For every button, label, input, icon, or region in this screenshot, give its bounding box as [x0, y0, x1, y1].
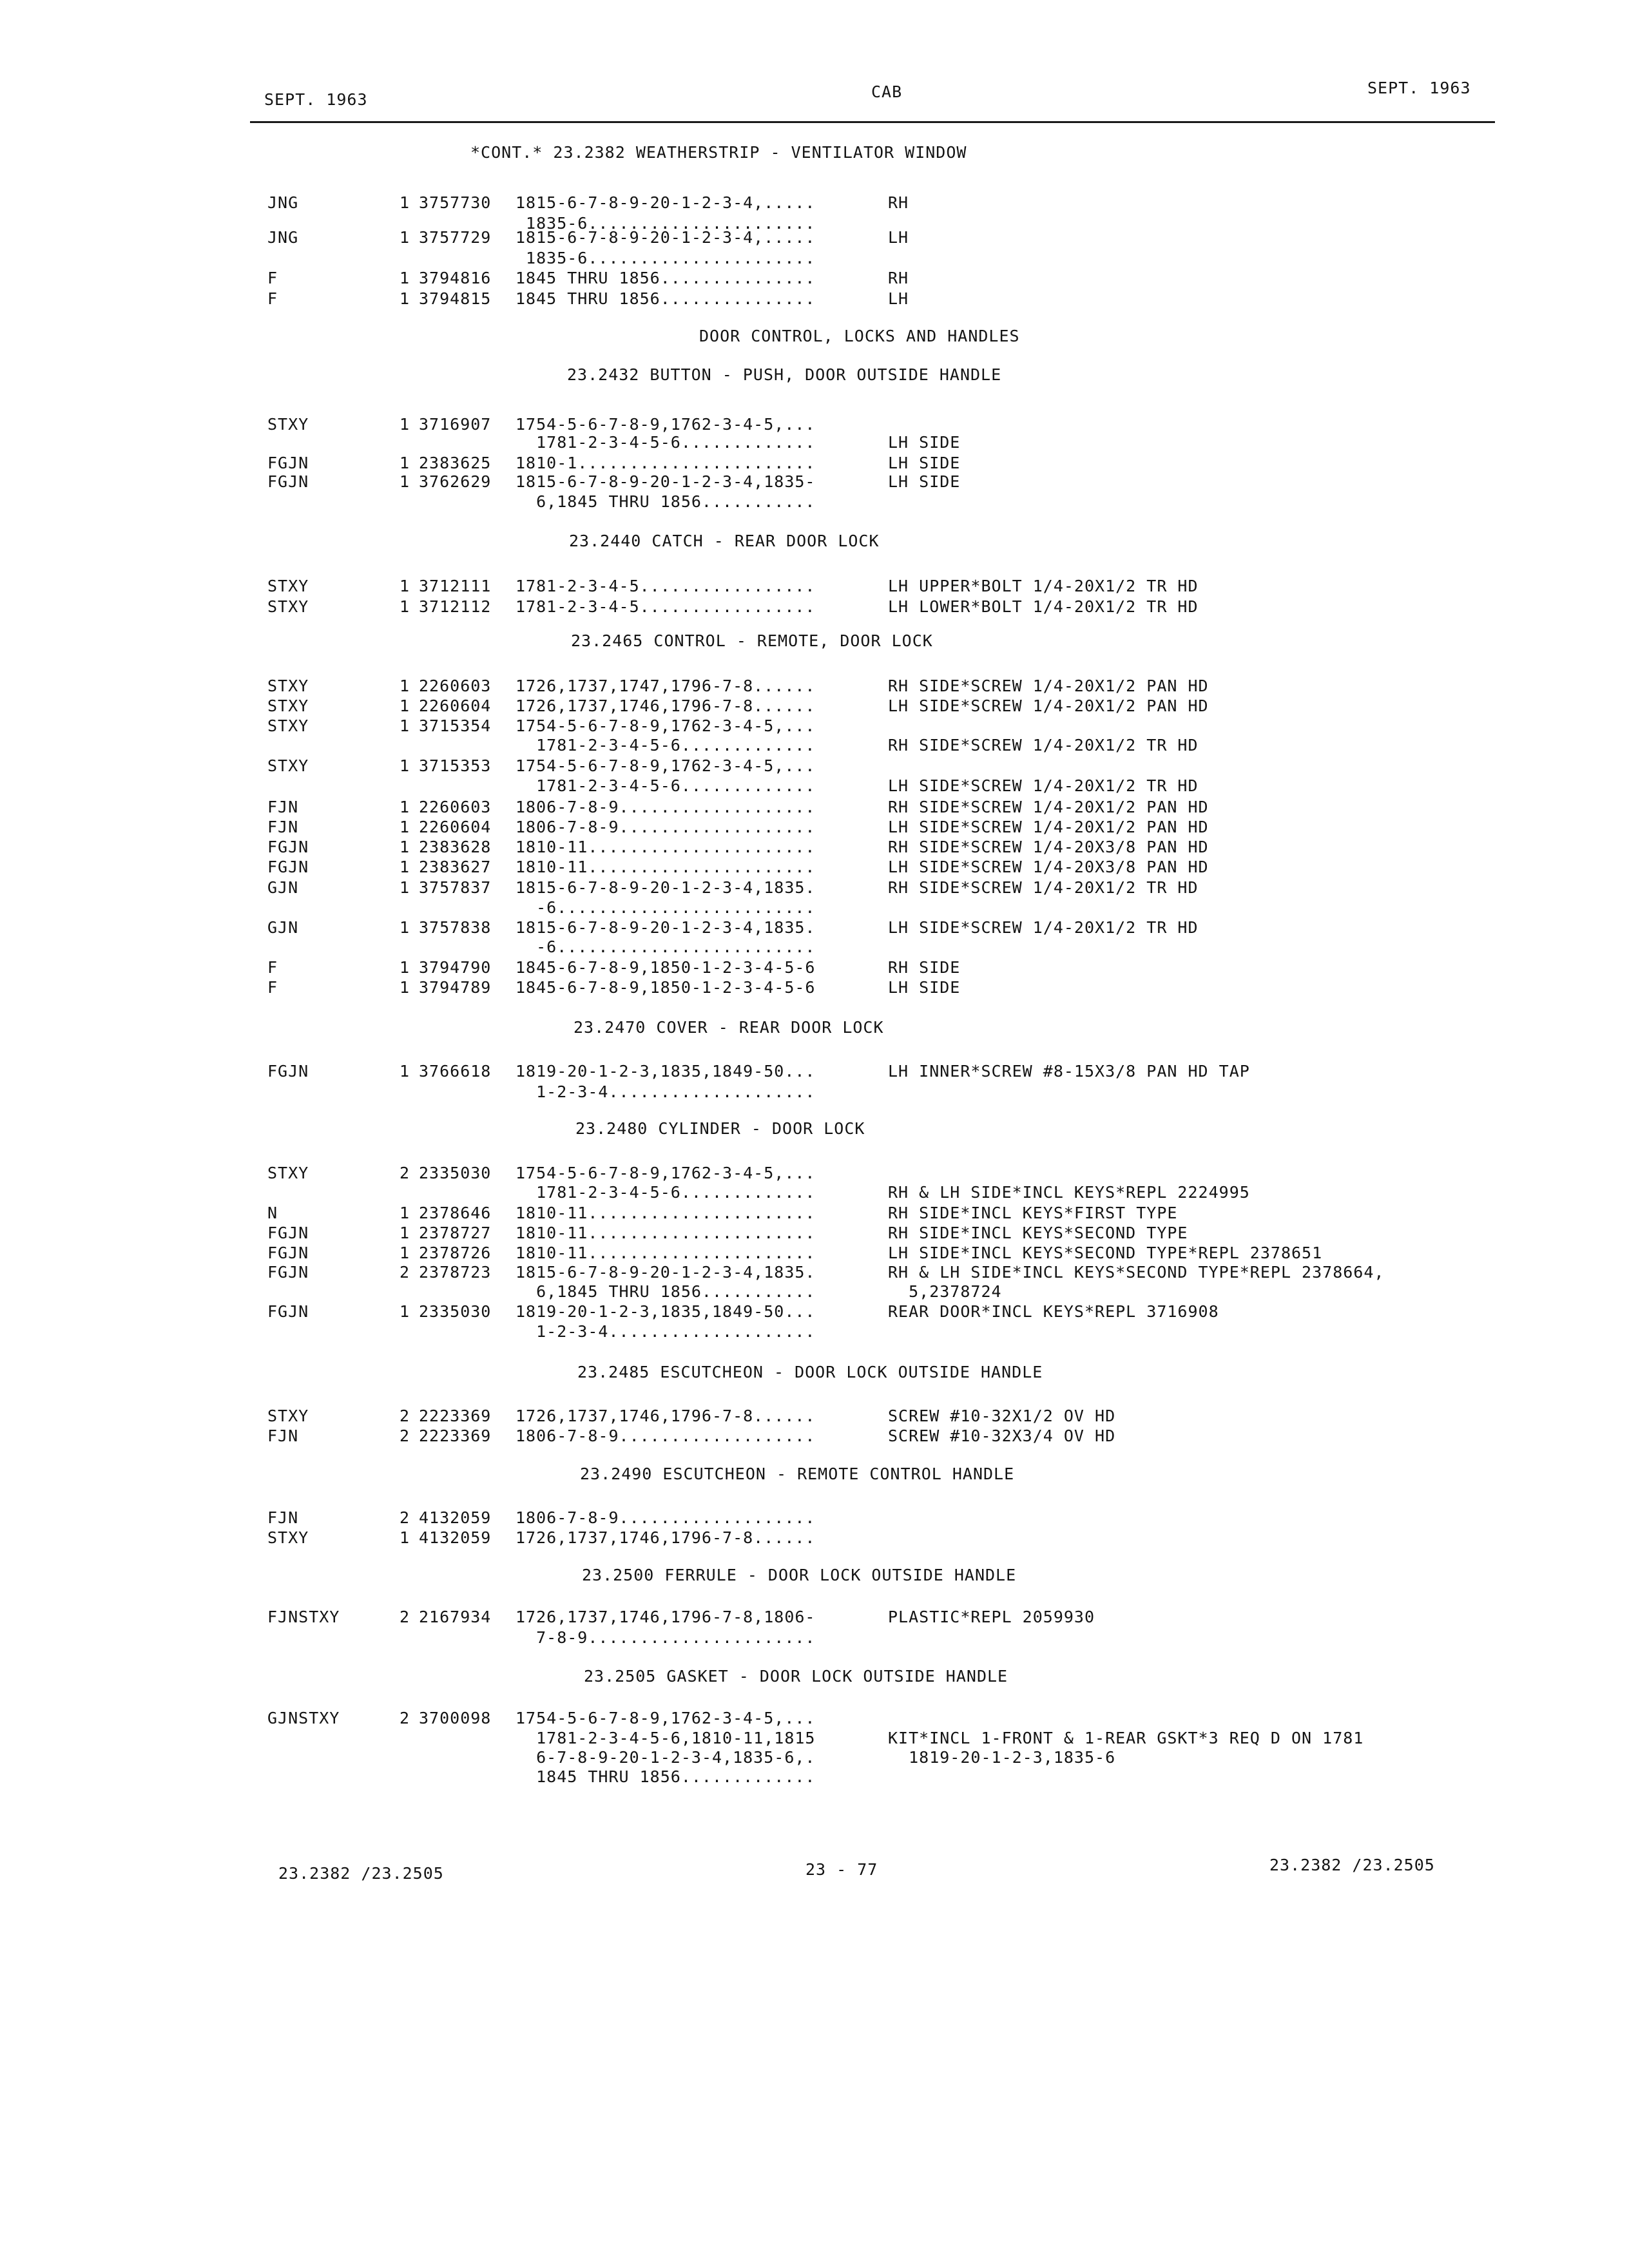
- model-applicability: 1726,1737,1746,1796-7-8......: [516, 697, 816, 715]
- part-description: RH: [888, 193, 909, 212]
- applicability-code: JNG: [267, 193, 299, 212]
- header-section: CAB: [871, 82, 903, 101]
- quantity: 1: [400, 858, 410, 876]
- applicability-code: F: [267, 958, 278, 977]
- part-number: 4132059: [419, 1528, 492, 1547]
- model-applicability: 1815-6-7-8-9-20-1-2-3-4,.....: [516, 193, 816, 212]
- section-title-2490: 23.2490 ESCUTCHEON - REMOTE CONTROL HANDLE: [580, 1465, 1015, 1483]
- applicability-code: STXY: [267, 1407, 309, 1425]
- model-applicability: 1819-20-1-2-3,1835,1849-50...: [516, 1302, 816, 1321]
- part-number: 3762629: [419, 472, 492, 491]
- quantity: 1: [400, 838, 410, 856]
- part-description: SCREW #10-32X3/4 OV HD: [888, 1427, 1116, 1445]
- part-number: 3712112: [419, 597, 492, 616]
- model-applicability: 1845 THRU 1856.............: [516, 1767, 816, 1786]
- part-description: 1819-20-1-2-3,1835-6: [888, 1748, 1116, 1767]
- part-number: 3757729: [419, 228, 492, 247]
- applicability-code: STXY: [267, 577, 309, 595]
- applicability-code: GJN: [267, 918, 299, 937]
- quantity: 2: [400, 1263, 410, 1282]
- part-description: RH SIDE*INCL KEYS*FIRST TYPE: [888, 1204, 1178, 1222]
- part-number: 2383628: [419, 838, 492, 856]
- footer-range-right: 23.2382 /23.2505: [1269, 1856, 1435, 1874]
- section-title-2470: 23.2470 COVER - REAR DOOR LOCK: [574, 1018, 884, 1037]
- model-applicability: 1806-7-8-9...................: [516, 1508, 816, 1527]
- applicability-code: FGJN: [267, 1062, 309, 1081]
- part-description: LH: [888, 289, 909, 308]
- model-applicability: 1815-6-7-8-9-20-1-2-3-4,.....: [516, 228, 816, 247]
- part-number: 2378646: [419, 1204, 492, 1222]
- model-applicability: 1781-2-3-4-5.................: [516, 597, 816, 616]
- section-title-2480: 23.2480 CYLINDER - DOOR LOCK: [575, 1119, 865, 1138]
- model-applicability: 1815-6-7-8-9-20-1-2-3-4,1835-: [516, 472, 816, 491]
- model-applicability: 1845-6-7-8-9,1850-1-2-3-4-5-6: [516, 958, 816, 977]
- part-description: LH INNER*SCREW #8-15X3/8 PAN HD TAP: [888, 1062, 1250, 1081]
- model-applicability: 1-2-3-4....................: [516, 1322, 816, 1341]
- quantity: 1: [400, 818, 410, 836]
- applicability-code: F: [267, 978, 278, 997]
- section-title-cont: *CONT.* 23.2382 WEATHERSTRIP - VENTILATOR WINDOW: [470, 143, 967, 162]
- applicability-code: F: [267, 289, 278, 308]
- model-applicability: 1726,1737,1746,1796-7-8,1806-: [516, 1608, 816, 1626]
- part-description: RH & LH SIDE*INCL KEYS*SECOND TYPE*REPL 2378664,: [888, 1263, 1385, 1282]
- applicability-code: FJNSTXY: [267, 1608, 340, 1626]
- part-number: 2378726: [419, 1244, 492, 1262]
- quantity: 1: [400, 193, 410, 212]
- header-date-right: SEPT. 1963: [1367, 79, 1471, 97]
- model-applicability: 1819-20-1-2-3,1835,1849-50...: [516, 1062, 816, 1081]
- quantity: 1: [400, 1224, 410, 1242]
- footer-page-number: 23 - 77: [805, 1860, 878, 1879]
- quantity: 1: [400, 228, 410, 247]
- model-applicability: 7-8-9......................: [516, 1628, 816, 1647]
- part-description: RH SIDE: [888, 958, 961, 977]
- model-applicability: 1726,1737,1747,1796-7-8......: [516, 677, 816, 695]
- model-applicability: 1754-5-6-7-8-9,1762-3-4-5,...: [516, 415, 816, 434]
- model-applicability: 1810-11......................: [516, 1204, 816, 1222]
- part-number: 2383627: [419, 858, 492, 876]
- part-number: 2260604: [419, 697, 492, 715]
- part-description: LH SIDE*SCREW 1/4-20X1/2 PAN HD: [888, 818, 1209, 836]
- part-description: LH SIDE: [888, 454, 961, 472]
- quantity: 1: [400, 918, 410, 937]
- model-applicability: 1810-11......................: [516, 1244, 816, 1262]
- part-description: LH SIDE*SCREW 1/4-20X1/2 TR HD: [888, 776, 1199, 795]
- part-description: LH SIDE*SCREW 1/4-20X3/8 PAN HD: [888, 858, 1209, 876]
- part-number: 3716907: [419, 415, 492, 434]
- model-applicability: 1845 THRU 1856...............: [516, 269, 816, 287]
- model-applicability: 1845 THRU 1856...............: [516, 289, 816, 308]
- part-description: LH SIDE*SCREW 1/4-20X1/2 TR HD: [888, 918, 1199, 937]
- applicability-code: JNG: [267, 228, 299, 247]
- part-description: LH SIDE*SCREW 1/4-20X1/2 PAN HD: [888, 697, 1209, 715]
- part-description: PLASTIC*REPL 2059930: [888, 1608, 1095, 1626]
- model-applicability: 1835-6......................: [516, 214, 816, 233]
- part-description: LH SIDE*INCL KEYS*SECOND TYPE*REPL 2378651: [888, 1244, 1323, 1262]
- part-number: 3715354: [419, 716, 492, 735]
- quantity: 1: [400, 1528, 410, 1547]
- part-number: 3794790: [419, 958, 492, 977]
- model-applicability: 1815-6-7-8-9-20-1-2-3-4,1835.: [516, 878, 816, 897]
- applicability-code: FGJN: [267, 1263, 309, 1282]
- footer-range-left: 23.2382 /23.2505: [278, 1864, 444, 1883]
- applicability-code: GJNSTXY: [267, 1709, 340, 1727]
- section-title-2465: 23.2465 CONTROL - REMOTE, DOOR LOCK: [571, 631, 933, 650]
- part-number: 2335030: [419, 1164, 492, 1182]
- part-number: 3715353: [419, 756, 492, 775]
- model-applicability: 1810-11......................: [516, 858, 816, 876]
- applicability-code: F: [267, 269, 278, 287]
- part-number: 2223369: [419, 1427, 492, 1445]
- applicability-code: FJN: [267, 1427, 299, 1445]
- applicability-code: FGJN: [267, 1244, 309, 1262]
- part-number: 3712111: [419, 577, 492, 595]
- applicability-code: STXY: [267, 716, 309, 735]
- model-applicability: 1781-2-3-4-5-6.............: [516, 776, 816, 795]
- part-description: RH SIDE*SCREW 1/4-20X3/8 PAN HD: [888, 838, 1209, 856]
- part-number: 4132059: [419, 1508, 492, 1527]
- part-number: 3794815: [419, 289, 492, 308]
- model-applicability: 1806-7-8-9...................: [516, 1427, 816, 1445]
- part-description: RH SIDE*SCREW 1/4-20X1/2 PAN HD: [888, 798, 1209, 816]
- model-applicability: 1781-2-3-4-5-6.............: [516, 736, 816, 754]
- part-description: LH: [888, 228, 909, 247]
- quantity: 2: [400, 1508, 410, 1527]
- part-number: 2223369: [419, 1407, 492, 1425]
- part-number: 3757730: [419, 193, 492, 212]
- part-description: RH SIDE*SCREW 1/4-20X1/2 TR HD: [888, 736, 1199, 754]
- model-applicability: 1781-2-3-4-5.................: [516, 577, 816, 595]
- model-applicability: 1845-6-7-8-9,1850-1-2-3-4-5-6: [516, 978, 816, 997]
- model-applicability: 1754-5-6-7-8-9,1762-3-4-5,...: [516, 756, 816, 775]
- section-title-2485: 23.2485 ESCUTCHEON - DOOR LOCK OUTSIDE HANDLE: [577, 1363, 1043, 1381]
- part-description: RH: [888, 269, 909, 287]
- quantity: 2: [400, 1608, 410, 1626]
- model-applicability: 6,1845 THRU 1856...........: [516, 492, 816, 511]
- model-applicability: 1781-2-3-4-5-6.............: [516, 1183, 816, 1202]
- part-number: 2260603: [419, 798, 492, 816]
- model-applicability: 1754-5-6-7-8-9,1762-3-4-5,...: [516, 716, 816, 735]
- quantity: 1: [400, 756, 410, 775]
- applicability-code: STXY: [267, 677, 309, 695]
- model-applicability: 1810-11......................: [516, 1224, 816, 1242]
- quantity: 1: [400, 1204, 410, 1222]
- quantity: 2: [400, 1709, 410, 1727]
- applicability-code: FGJN: [267, 1224, 309, 1242]
- part-description: 5,2378724: [888, 1282, 1002, 1301]
- model-applicability: 1726,1737,1746,1796-7-8......: [516, 1528, 816, 1547]
- applicability-code: FGJN: [267, 838, 309, 856]
- quantity: 1: [400, 597, 410, 616]
- quantity: 1: [400, 472, 410, 491]
- part-description: KIT*INCL 1-FRONT & 1-REAR GSKT*3 REQ D ON 1781: [888, 1729, 1364, 1747]
- quantity: 1: [400, 677, 410, 695]
- model-applicability: 1781-2-3-4-5-6,1810-11,1815: [516, 1729, 816, 1747]
- part-number: 3757837: [419, 878, 492, 897]
- section-title-2432: 23.2432 BUTTON - PUSH, DOOR OUTSIDE HANDLE: [567, 365, 1002, 384]
- part-description: REAR DOOR*INCL KEYS*REPL 3716908: [888, 1302, 1219, 1321]
- quantity: 2: [400, 1164, 410, 1182]
- quantity: 1: [400, 1244, 410, 1262]
- model-applicability: 1781-2-3-4-5-6.............: [516, 433, 816, 452]
- quantity: 1: [400, 454, 410, 472]
- section-title-2505: 23.2505 GASKET - DOOR LOCK OUTSIDE HANDLE: [584, 1667, 1008, 1686]
- header-rule: [250, 121, 1495, 123]
- model-applicability: 6-7-8-9-20-1-2-3-4,1835-6,.: [516, 1748, 816, 1767]
- part-number: 3700098: [419, 1709, 492, 1727]
- quantity: 1: [400, 878, 410, 897]
- part-description: LH SIDE: [888, 472, 961, 491]
- section-title-2440: 23.2440 CATCH - REAR DOOR LOCK: [569, 532, 880, 550]
- quantity: 2: [400, 1427, 410, 1445]
- model-applicability: 1754-5-6-7-8-9,1762-3-4-5,...: [516, 1709, 816, 1727]
- part-number: 2378727: [419, 1224, 492, 1242]
- model-applicability: 1815-6-7-8-9-20-1-2-3-4,1835.: [516, 1263, 816, 1282]
- quantity: 1: [400, 958, 410, 977]
- part-description: LH SIDE: [888, 433, 961, 452]
- quantity: 1: [400, 415, 410, 434]
- model-applicability: 1806-7-8-9...................: [516, 798, 816, 816]
- quantity: 1: [400, 716, 410, 735]
- part-description: RH SIDE*SCREW 1/4-20X1/2 PAN HD: [888, 677, 1209, 695]
- header-date-left: SEPT. 1963: [264, 90, 368, 109]
- applicability-code: STXY: [267, 756, 309, 775]
- part-description: RH SIDE*SCREW 1/4-20X1/2 TR HD: [888, 878, 1199, 897]
- part-number: 2260604: [419, 818, 492, 836]
- quantity: 2: [400, 1407, 410, 1425]
- part-number: 2335030: [419, 1302, 492, 1321]
- quantity: 1: [400, 978, 410, 997]
- model-applicability: 1754-5-6-7-8-9,1762-3-4-5,...: [516, 1164, 816, 1182]
- model-applicability: -6.........................: [516, 898, 816, 917]
- applicability-code: STXY: [267, 597, 309, 616]
- part-description: LH LOWER*BOLT 1/4-20X1/2 TR HD: [888, 597, 1199, 616]
- quantity: 1: [400, 577, 410, 595]
- model-applicability: 1810-11......................: [516, 838, 816, 856]
- part-number: 3766618: [419, 1062, 492, 1081]
- part-description: SCREW #10-32X1/2 OV HD: [888, 1407, 1116, 1425]
- part-number: 3794816: [419, 269, 492, 287]
- applicability-code: STXY: [267, 1528, 309, 1547]
- model-applicability: 1726,1737,1746,1796-7-8......: [516, 1407, 816, 1425]
- applicability-code: FJN: [267, 798, 299, 816]
- model-applicability: -6.........................: [516, 937, 816, 956]
- part-number: 2260603: [419, 677, 492, 695]
- quantity: 1: [400, 1062, 410, 1081]
- group-title: DOOR CONTROL, LOCKS AND HANDLES: [699, 327, 1020, 345]
- section-title-2500: 23.2500 FERRULE - DOOR LOCK OUTSIDE HANDLE: [582, 1566, 1017, 1584]
- part-description: LH UPPER*BOLT 1/4-20X1/2 TR HD: [888, 577, 1199, 595]
- part-description: RH & LH SIDE*INCL KEYS*REPL 2224995: [888, 1183, 1250, 1202]
- model-applicability: 1806-7-8-9...................: [516, 818, 816, 836]
- part-description: RH SIDE*INCL KEYS*SECOND TYPE: [888, 1224, 1188, 1242]
- quantity: 1: [400, 697, 410, 715]
- model-applicability: 1810-1.......................: [516, 454, 816, 472]
- model-applicability: 1835-6......................: [516, 249, 816, 267]
- part-description: LH SIDE: [888, 978, 961, 997]
- applicability-code: N: [267, 1204, 278, 1222]
- applicability-code: FGJN: [267, 472, 309, 491]
- part-number: 2378723: [419, 1263, 492, 1282]
- part-number: 3757838: [419, 918, 492, 937]
- applicability-code: FGJN: [267, 454, 309, 472]
- applicability-code: FGJN: [267, 1302, 309, 1321]
- part-number: 2383625: [419, 454, 492, 472]
- quantity: 1: [400, 1302, 410, 1321]
- applicability-code: FJN: [267, 818, 299, 836]
- applicability-code: FJN: [267, 1508, 299, 1527]
- part-number: 3794789: [419, 978, 492, 997]
- model-applicability: 1815-6-7-8-9-20-1-2-3-4,1835.: [516, 918, 816, 937]
- quantity: 1: [400, 798, 410, 816]
- part-number: 2167934: [419, 1608, 492, 1626]
- applicability-code: STXY: [267, 1164, 309, 1182]
- model-applicability: 6,1845 THRU 1856...........: [516, 1282, 816, 1301]
- quantity: 1: [400, 269, 410, 287]
- applicability-code: STXY: [267, 697, 309, 715]
- quantity: 1: [400, 289, 410, 308]
- applicability-code: FGJN: [267, 858, 309, 876]
- applicability-code: GJN: [267, 878, 299, 897]
- model-applicability: 1-2-3-4....................: [516, 1082, 816, 1101]
- applicability-code: STXY: [267, 415, 309, 434]
